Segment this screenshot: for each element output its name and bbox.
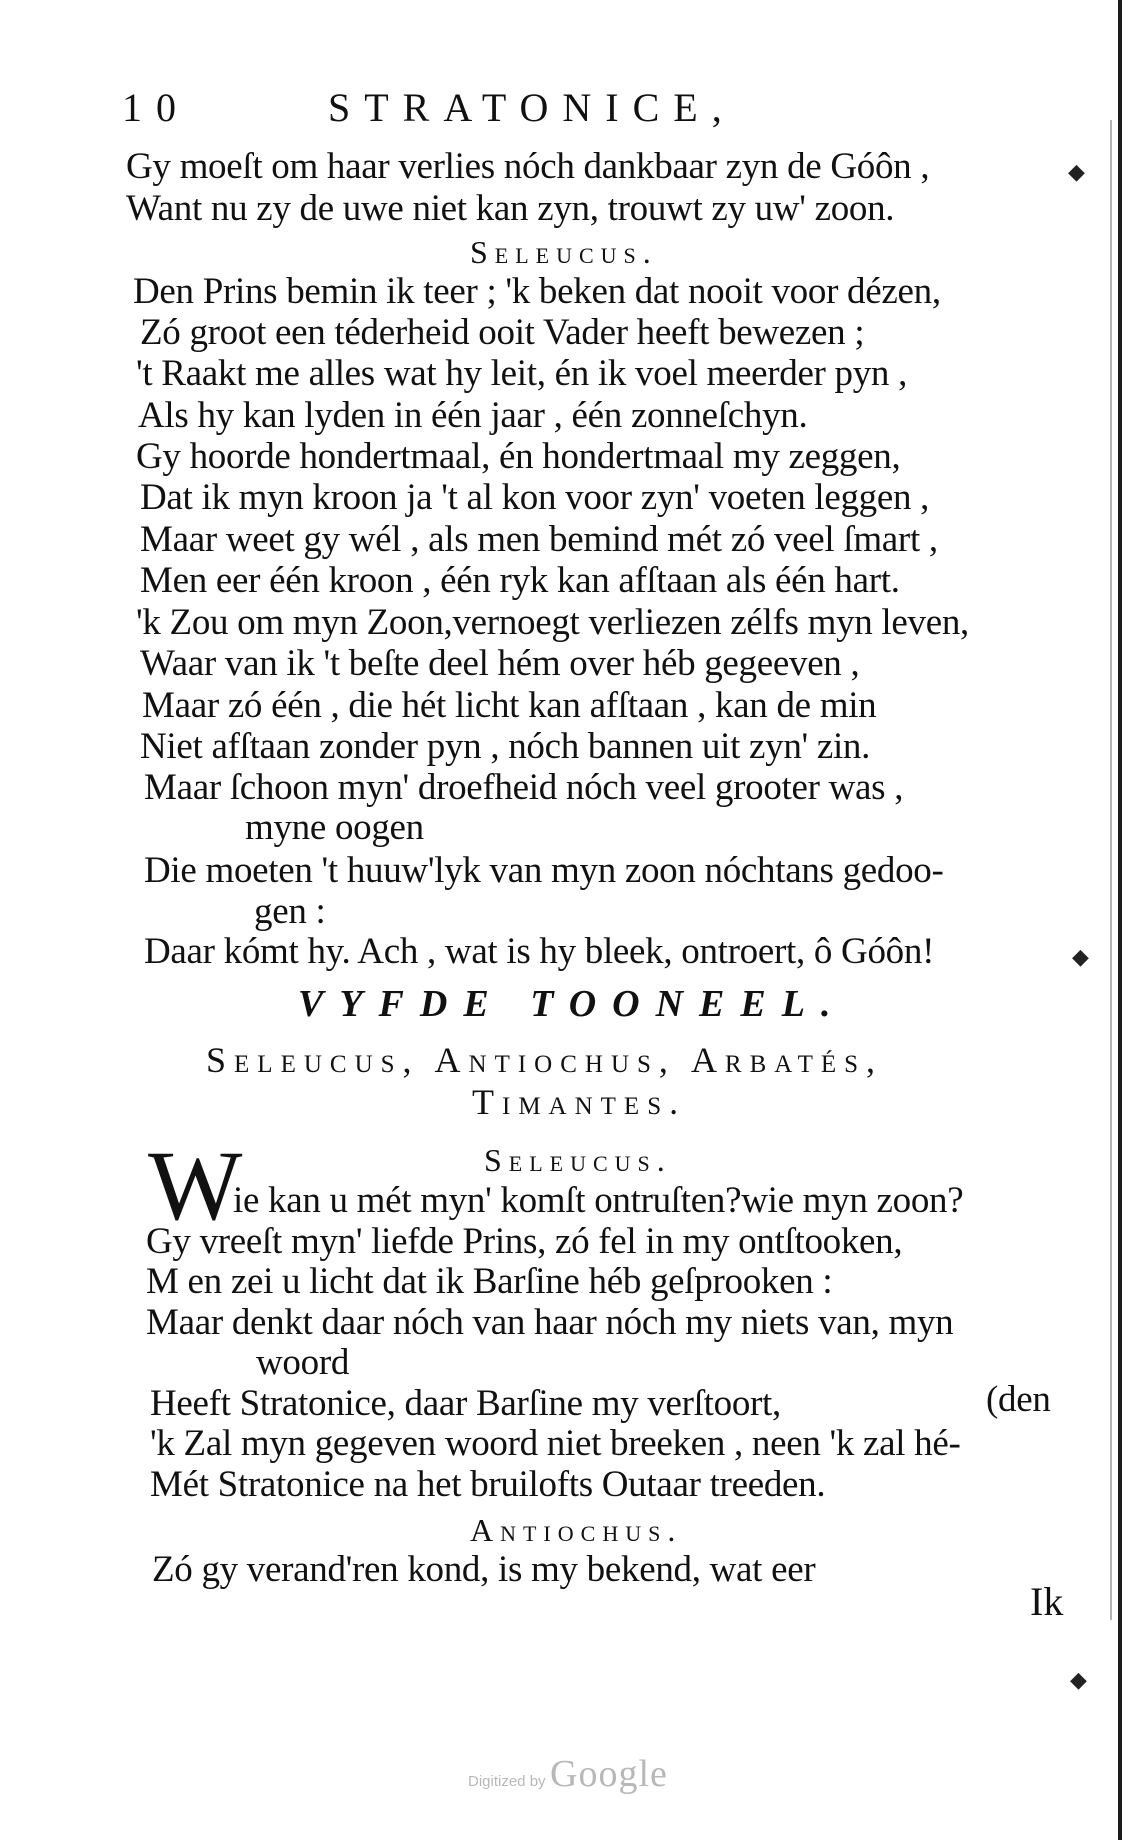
digitized-label: Digitized by	[468, 1773, 546, 1790]
verse-line: Maar zó één , die hét licht kan afſtaan , kan de min	[142, 685, 877, 726]
verse-line: 't Raakt me alles wat hy leit, én ik voel meerder pyn ,	[136, 353, 908, 394]
digitized-watermark	[468, 1752, 668, 1796]
verse-line: Daar kómt hy. Ach , wat is hy bleek, ontroert, ô Góôn!	[144, 931, 935, 972]
verse-line: 'k Zou om myn Zoon,vernoegt verliezen zélfs myn leven,	[136, 602, 969, 643]
drop-cap: W	[148, 1130, 243, 1241]
verse-line: Die moeten 't huuw'lyk van myn zoon nóchtans gedoo-	[144, 850, 944, 891]
verse-line: Maar ſchoon myn' droefheid nóch veel grooter was ,	[144, 767, 904, 808]
verse-line: Zó gy verand'ren kond, is my bekend, wat eer	[152, 1549, 816, 1590]
verse-line: Gy vreeſt myn' liefde Prins, zó fel in my ontſtooken,	[146, 1221, 903, 1262]
verse-line: Maar denkt daar nóch van haar nóch my niets van, myn	[146, 1302, 954, 1343]
verse-line: Gy moeſt om haar verlies nóch dankbaar zyn de Góôn ,	[126, 146, 930, 187]
verse-line: Mét Stratonice na het bruilofts Outaar treeden.	[150, 1464, 826, 1505]
margin-mark: ◆	[1068, 160, 1085, 185]
google-logo: Google	[550, 1753, 668, 1795]
verse-line: Waar van ik 't beſte deel hém over héb gegeeven ,	[140, 643, 860, 684]
verse-line: Maar weet gy wél , als men bemind mét zó veel ſmart ,	[140, 519, 938, 560]
verse-line: M en zei u licht dat ik Barſine héb geſprooken :	[146, 1261, 833, 1302]
verse-line: Heeft Stratonice, daar Barſine my verſtoort,	[150, 1383, 781, 1424]
cast-list: Seleucus, Antiochus, Arbatés,	[206, 1040, 884, 1080]
verse-line: Den Prins bemin ik teer ; 'k beken dat nooit voor dézen,	[133, 271, 941, 312]
verse-line-continuation: myne oogen	[245, 807, 424, 848]
margin-mark: ◆	[1072, 945, 1089, 970]
verse-line: ie kan u mét myn' komſt ontruſten?wie myn zoon?	[233, 1180, 964, 1221]
verse-line: Zó groot een téderheid ooit Vader heeft bewezen ;	[140, 312, 865, 353]
verse-line: Gy hoorde hondertmaal, én hondertmaal my zeggen,	[136, 436, 901, 477]
speaker-name: Antiochus.	[470, 1512, 683, 1548]
verse-line: 'k Zal myn gegeven woord niet breeken , neen 'k zal hé-	[150, 1423, 961, 1464]
margin-mark: ◆	[1070, 1668, 1087, 1693]
catchword: Ik	[1030, 1579, 1064, 1624]
speaker-name: Seleucus.	[470, 234, 658, 270]
page-edge	[1118, 0, 1122, 1840]
page-edge-shadow	[1110, 120, 1112, 1620]
verse-line: Want nu zy de uwe niet kan zyn, trouwt zy uw' zoon.	[126, 188, 895, 229]
verse-line-continuation: woord	[256, 1342, 350, 1383]
page-number: 10	[122, 85, 190, 130]
scene-heading: VYFDE TOONEEL.	[298, 983, 847, 1025]
speaker-name: Seleucus.	[484, 1142, 672, 1178]
cast-list: Timantes.	[472, 1082, 687, 1122]
verse-line: Men eer één kroon , één ryk kan afſtaan als één hart.	[140, 560, 900, 601]
verse-line: Niet afſtaan zonder pyn , nóch bannen uit zyn' zin.	[140, 726, 871, 767]
verse-line: Als hy kan lyden in één jaar , één zonneſchyn.	[138, 395, 808, 436]
verse-line-continuation: gen :	[254, 891, 326, 932]
verse-line-turnover: (den	[986, 1379, 1051, 1420]
verse-line: Dat ik myn kroon ja 't al kon voor zyn' voeten leggen ,	[140, 477, 930, 518]
running-title: STRATONICE,	[328, 85, 736, 130]
